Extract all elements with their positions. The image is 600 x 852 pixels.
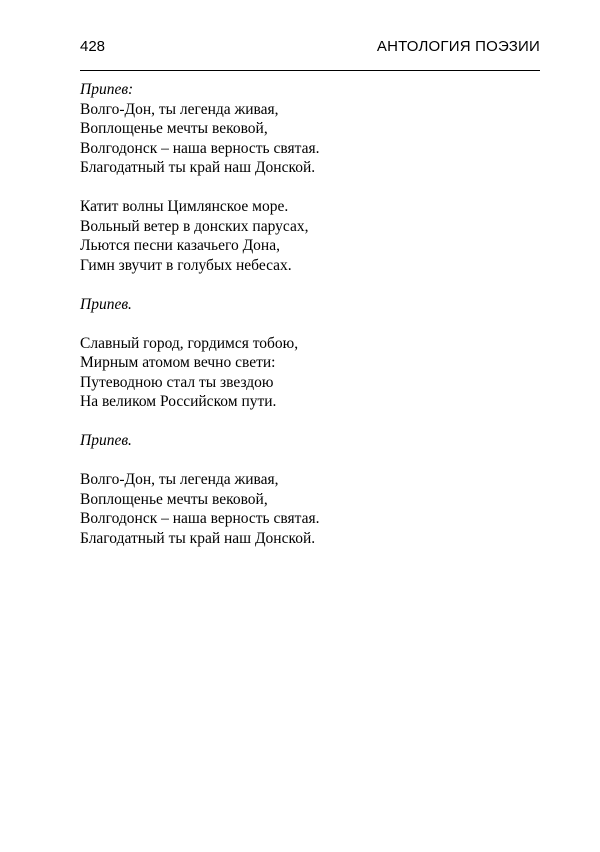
poem-line: Воплощенье мечты вековой, [80, 490, 268, 508]
header-divider [80, 70, 540, 71]
poem-line: Волго-Дон, ты легенда живая, [80, 471, 279, 488]
refrain-stanza-2 [80, 470, 520, 548]
poem-line: Мирным атомом вечно свети: [80, 354, 276, 371]
poem-line: На великом Российском пути. [80, 393, 277, 410]
poem-line: Путеводною стал ты звездою [80, 373, 274, 391]
poem-line: Волгодонск – наша верность святая. [80, 510, 320, 527]
page-number: 428 [80, 38, 106, 55]
poem-line: Волго-Дон, ты легенда живая, [80, 100, 279, 118]
poem-body [80, 80, 520, 568]
refrain-note-2: Припев. [80, 432, 132, 449]
poem-line: Славный город, гордимся тобою, [80, 334, 299, 352]
poem-line: Благодатный ты край наш Донской. [80, 159, 316, 176]
poem-line: Вольный ветер в донских парусах, [80, 217, 309, 235]
verse-stanza-1 [80, 197, 520, 275]
refrain-note-1: Припев. [80, 295, 132, 313]
poem-line: Катит волны Цимлянское море. [80, 198, 289, 215]
page-header [80, 38, 540, 58]
poem-line: Волгодонск – наша верность святая. [80, 139, 320, 157]
running-title: АНТОЛОГИЯ ПОЭЗИИ [376, 38, 540, 55]
verse-stanza-2 [80, 334, 520, 412]
poem-line: Благодатный ты край наш Донской. [80, 529, 316, 547]
poem-line: Воплощенье мечты вековой, [80, 120, 268, 137]
refrain-label: Припев: [80, 81, 134, 98]
poem-line: Гимн звучит в голубых небесах. [80, 256, 292, 274]
poem-line: Льются песни казачьего Дона, [80, 237, 280, 254]
refrain-stanza-1 [80, 80, 520, 178]
